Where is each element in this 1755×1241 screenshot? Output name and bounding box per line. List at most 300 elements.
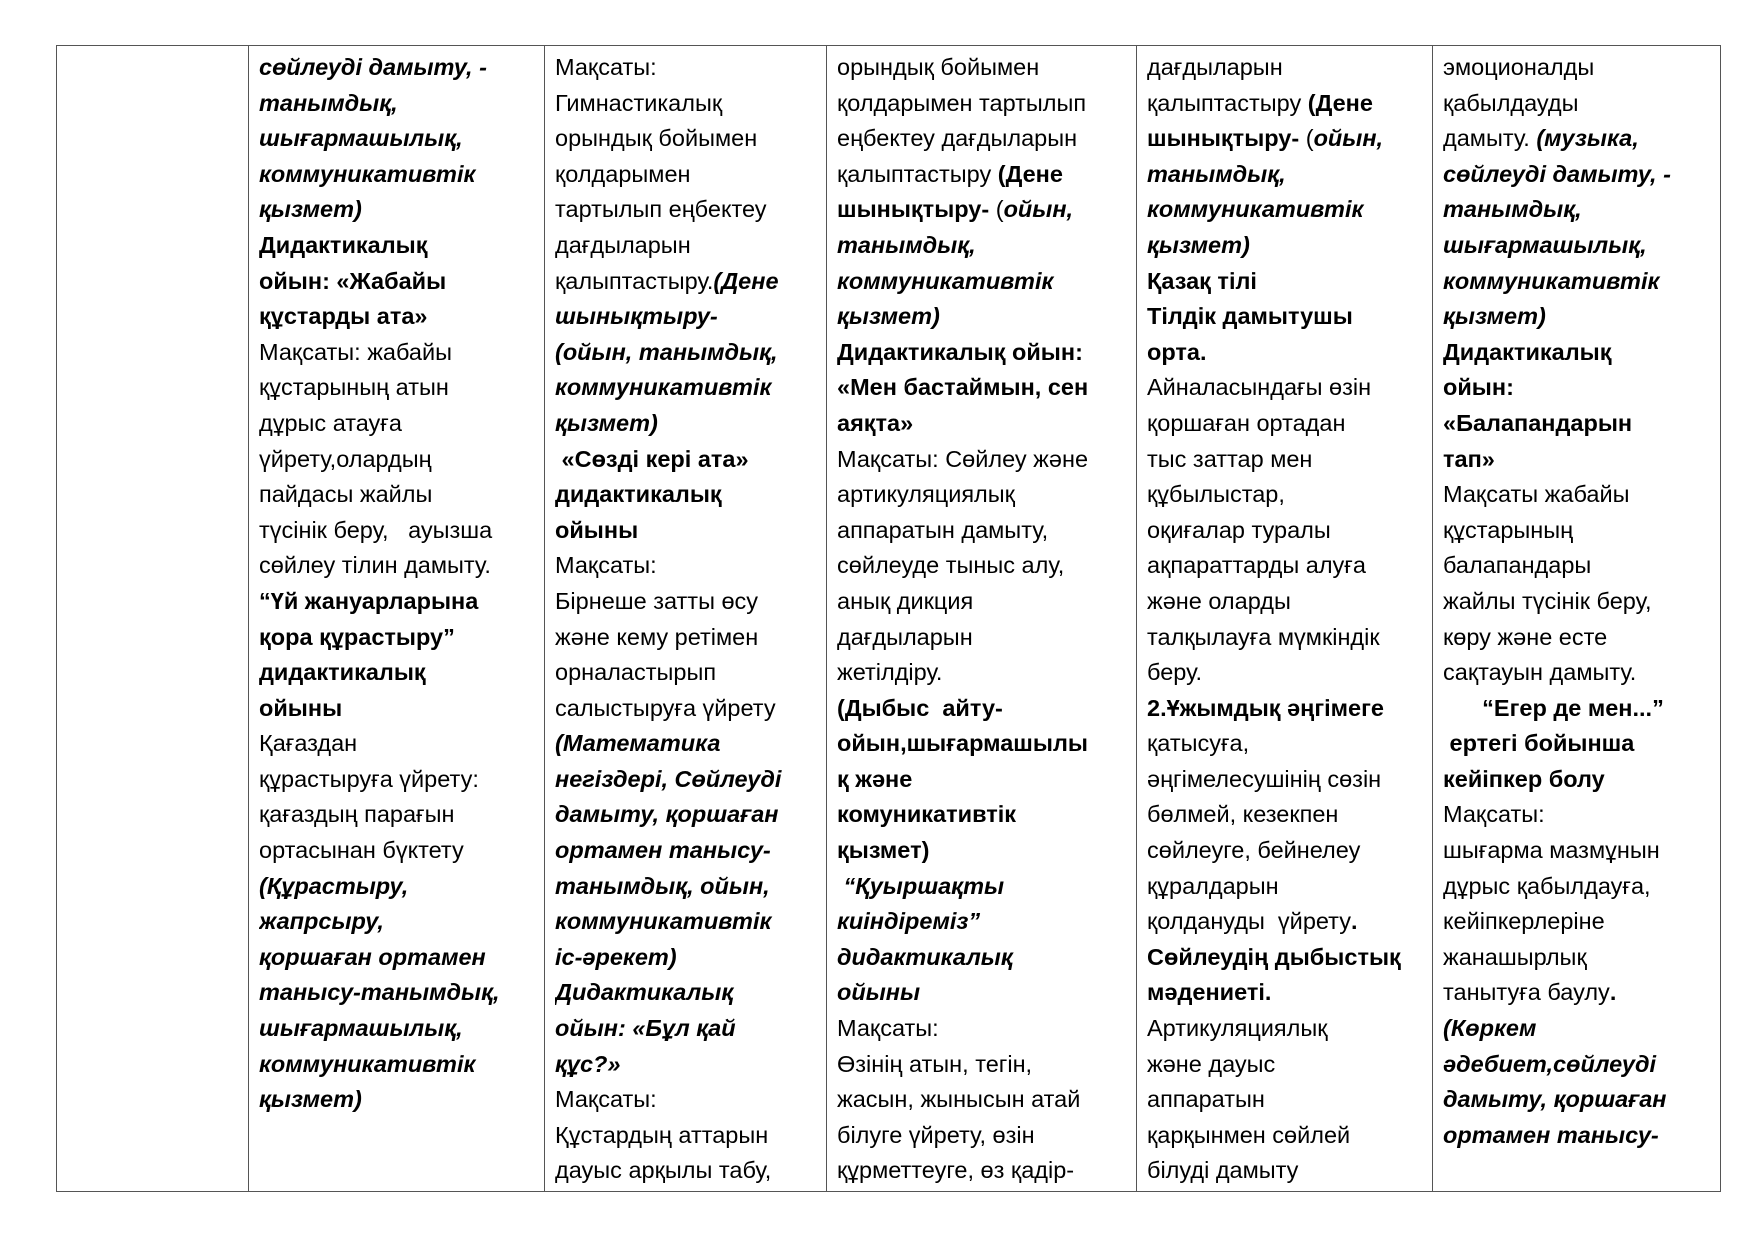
text-run: және кему ретімен xyxy=(555,623,759,650)
text-line xyxy=(1443,477,1712,513)
text-run: үйрету,олардың xyxy=(259,445,432,472)
text-run: Бірнеше затты өсу xyxy=(555,587,759,614)
text-line xyxy=(837,691,1128,727)
text-line xyxy=(259,86,536,122)
text-line xyxy=(1443,370,1712,406)
text-line xyxy=(259,726,536,762)
text-line xyxy=(837,1153,1128,1189)
text-run: Артикуляциялық xyxy=(1147,1015,1328,1042)
text-run: тап» xyxy=(1443,445,1495,472)
text-run: “Егер де мен...” xyxy=(1443,694,1664,721)
text-line xyxy=(259,691,536,727)
text-line xyxy=(555,726,818,762)
text-line xyxy=(555,1082,818,1118)
table-cell-column-1 xyxy=(249,46,545,1192)
text-run: құстарының xyxy=(1443,516,1574,543)
text-line xyxy=(259,869,536,905)
text-line xyxy=(837,406,1128,442)
text-line xyxy=(555,228,818,264)
text-run: құбылыстар, xyxy=(1147,481,1285,508)
text-line xyxy=(1147,442,1424,478)
text-run: дұрыс атауға xyxy=(259,409,402,436)
text-line xyxy=(837,1011,1128,1047)
text-line xyxy=(837,726,1128,762)
text-run: салыстыруға үйрету xyxy=(555,694,776,721)
text-line xyxy=(259,904,536,940)
text-run: Дидактикалық xyxy=(259,231,428,258)
text-run: шынықтыру- xyxy=(555,303,718,330)
text-run: ойын: «Бұл қай xyxy=(555,1015,736,1042)
text-run: дағдыларын xyxy=(555,231,691,258)
table-row xyxy=(57,46,1721,1192)
text-line xyxy=(837,477,1128,513)
text-line xyxy=(1147,513,1424,549)
text-line xyxy=(1147,370,1424,406)
text-run: Мақсаты: жабайы xyxy=(259,338,453,365)
text-run: орта. xyxy=(1147,338,1207,365)
text-line xyxy=(1147,691,1424,727)
text-run: қолдануды үйрету xyxy=(1147,908,1351,935)
table-cell-column-2 xyxy=(545,46,827,1192)
text-line xyxy=(1443,691,1712,727)
text-line xyxy=(1443,655,1712,691)
text-run: ойын,шығармашылы xyxy=(837,730,1088,757)
text-run: ойыны xyxy=(837,979,921,1006)
text-run: Мақсаты: xyxy=(555,1086,657,1113)
text-run: коммуникативтік xyxy=(1147,196,1364,223)
text-line xyxy=(555,335,818,371)
text-run: беру. xyxy=(1147,659,1202,686)
text-run: дағдыларын xyxy=(837,623,973,650)
text-line xyxy=(837,86,1128,122)
text-run: орындық бойымен xyxy=(837,54,1040,80)
text-line xyxy=(837,762,1128,798)
text-run: шығарма мазмұнын xyxy=(1443,837,1660,864)
text-run: Айналасындағы өзін xyxy=(1147,374,1372,401)
text-line xyxy=(555,797,818,833)
text-line xyxy=(555,406,818,442)
text-line xyxy=(555,370,818,406)
text-line xyxy=(1443,904,1712,940)
text-line xyxy=(1147,50,1424,86)
text-line xyxy=(1443,299,1712,335)
text-run: қағаздың парағын xyxy=(259,801,455,828)
text-run: «Сөзді кері ата» xyxy=(555,445,749,472)
text-run: киіндіреміз” xyxy=(837,908,981,935)
text-run: еңбектеу дағдыларын xyxy=(837,125,1078,152)
text-line xyxy=(1147,940,1424,976)
text-run: қалыптастыру xyxy=(837,160,998,187)
text-run: бөлмей, кезекпен xyxy=(1147,801,1339,828)
text-run: қызмет) xyxy=(837,837,930,864)
text-run: кейіпкер болу xyxy=(1443,765,1605,792)
text-line xyxy=(1147,869,1424,905)
text-run: жайлы түсінік беру, xyxy=(1443,587,1652,614)
text-line xyxy=(1443,1011,1712,1047)
text-run: танымдық, xyxy=(1443,196,1582,223)
text-line xyxy=(837,548,1128,584)
text-line xyxy=(837,797,1128,833)
text-line xyxy=(1443,86,1712,122)
text-line xyxy=(259,1082,536,1118)
text-line xyxy=(1443,940,1712,976)
text-line xyxy=(1443,620,1712,656)
text-run: Гимнастикалық xyxy=(555,89,723,116)
text-run: дауыс арқылы табу, xyxy=(555,1157,772,1184)
text-run: Қағаздан xyxy=(259,730,358,757)
text-line xyxy=(555,548,818,584)
text-line xyxy=(1147,264,1424,300)
text-line xyxy=(555,192,818,228)
text-run: шығармашылық, xyxy=(1443,231,1647,258)
table-cell-column-5 xyxy=(1433,46,1721,1192)
text-run: сөйлеуді дамыту, - xyxy=(259,54,487,80)
text-line xyxy=(837,584,1128,620)
text-line xyxy=(1147,157,1424,193)
text-run: коммуникативтік xyxy=(837,267,1054,294)
text-run: білуге үйрету, өзін xyxy=(837,1121,1035,1148)
text-run: құс?» xyxy=(555,1050,621,1077)
text-run: орындық бойымен xyxy=(555,125,758,152)
text-run: Мақсаты: xyxy=(1443,801,1545,828)
text-line xyxy=(1443,1118,1712,1154)
text-line xyxy=(555,1047,818,1083)
text-run: (музыка, xyxy=(1536,125,1639,152)
text-line xyxy=(837,869,1128,905)
text-run: . xyxy=(1350,908,1358,935)
text-run: “Қуыршақты xyxy=(837,872,1005,899)
text-run: ойын, xyxy=(1313,125,1384,152)
text-run: ойын, xyxy=(1003,196,1074,223)
text-run: талқылауға мүмкіндік xyxy=(1147,623,1380,650)
text-line xyxy=(555,1011,818,1047)
text-line xyxy=(1443,1047,1712,1083)
text-run: жетілдіру. xyxy=(837,659,943,686)
text-line xyxy=(1147,228,1424,264)
text-line xyxy=(259,264,536,300)
text-line xyxy=(1147,620,1424,656)
text-run: Дидактикалық xyxy=(555,979,734,1006)
text-run: шынықтыру- xyxy=(1147,125,1306,152)
text-run: қолдарымен тартылып xyxy=(837,89,1087,116)
text-line xyxy=(837,299,1128,335)
text-run: дағдыларын xyxy=(1147,54,1283,80)
text-run: «Мен бастаймын, сен xyxy=(837,374,1089,401)
text-run: құралдарын xyxy=(1147,872,1279,899)
text-line xyxy=(1147,192,1424,228)
text-run: комуникативтік xyxy=(837,801,1017,828)
text-line xyxy=(1443,1082,1712,1118)
text-run: дамыту, қоршаған xyxy=(1443,1086,1667,1113)
text-run: сөйлеуді дамыту, - xyxy=(1443,160,1671,187)
text-line xyxy=(837,264,1128,300)
text-run: қызмет) xyxy=(1147,231,1250,258)
text-run: кейіпкерлеріне xyxy=(1443,908,1605,935)
text-line xyxy=(259,975,536,1011)
text-run: «Балапандарын xyxy=(1443,409,1633,436)
text-run: ақпараттарды алуға xyxy=(1147,552,1366,579)
text-line xyxy=(555,584,818,620)
text-line xyxy=(1443,975,1712,1011)
text-line xyxy=(1147,1047,1424,1083)
text-run: коммуникативтік xyxy=(555,374,772,401)
text-line xyxy=(1443,228,1712,264)
text-line xyxy=(259,655,536,691)
text-run: қызмет) xyxy=(259,196,362,223)
text-run: орналастырып xyxy=(555,659,717,686)
text-run: көру және есте xyxy=(1443,623,1608,650)
text-line xyxy=(1443,192,1712,228)
text-line xyxy=(259,228,536,264)
text-run: танымдық, xyxy=(837,231,976,258)
text-line xyxy=(259,1047,536,1083)
text-run: (Дыбыс айту- xyxy=(837,694,1003,721)
text-run: (Дене xyxy=(713,267,779,294)
text-run: (Математика xyxy=(555,730,721,757)
text-line xyxy=(837,1047,1128,1083)
text-line xyxy=(837,121,1128,157)
text-line xyxy=(1443,797,1712,833)
text-run: Дидактикалық xyxy=(1443,338,1612,365)
text-line xyxy=(259,299,536,335)
text-line xyxy=(837,1118,1128,1154)
text-run: қарқынмен сөйлей xyxy=(1147,1121,1351,1148)
text-line xyxy=(259,442,536,478)
text-run: қалыптастыру xyxy=(1147,89,1308,116)
text-line xyxy=(259,833,536,869)
text-run: танысу-танымдық, xyxy=(259,979,500,1006)
text-line xyxy=(1147,655,1424,691)
text-line xyxy=(555,264,818,300)
text-run: ( xyxy=(1305,125,1314,152)
text-run: қоршаған ортамен xyxy=(259,943,486,970)
text-run: әңгімелесушінің сөзін xyxy=(1147,765,1382,792)
text-run: “Үй жануарларына xyxy=(259,587,479,614)
text-run: қызмет) xyxy=(259,1086,362,1113)
text-line xyxy=(1443,335,1712,371)
text-line xyxy=(1147,1082,1424,1118)
text-run: қатысуға, xyxy=(1147,730,1250,757)
text-run: қызмет) xyxy=(1443,303,1546,330)
text-line xyxy=(837,513,1128,549)
text-line xyxy=(259,584,536,620)
text-line xyxy=(259,548,536,584)
text-line xyxy=(837,655,1128,691)
text-run: қоршаған ортадан xyxy=(1147,409,1346,436)
text-line xyxy=(555,620,818,656)
text-line xyxy=(259,121,536,157)
text-line xyxy=(1443,869,1712,905)
text-run: Мақсаты: xyxy=(555,54,657,80)
text-run: қызмет) xyxy=(837,303,940,330)
text-run: ортасынан бүктету xyxy=(259,837,464,864)
text-run: шығармашылық, xyxy=(259,1015,463,1042)
text-line xyxy=(555,691,818,727)
text-run: қабылдауды xyxy=(1443,89,1579,116)
text-line xyxy=(1443,442,1712,478)
text-line xyxy=(259,477,536,513)
text-line xyxy=(259,370,536,406)
text-run: Құстардың аттарын xyxy=(555,1121,769,1148)
text-line xyxy=(837,904,1128,940)
text-line xyxy=(1443,762,1712,798)
text-line xyxy=(1443,406,1712,442)
text-line xyxy=(837,442,1128,478)
text-run: қалыптастыру. xyxy=(555,267,714,294)
text-run: түсінік беру, ауызша xyxy=(259,516,493,543)
text-run: Мақсаты: Сөйлеу және xyxy=(837,445,1089,472)
text-line xyxy=(259,1011,536,1047)
text-run: дидактикалық xyxy=(555,481,722,508)
text-run: ортамен танысу- xyxy=(555,837,771,864)
text-run: Мақсаты: xyxy=(837,1015,939,1042)
text-line xyxy=(837,940,1128,976)
text-run: аппаратын xyxy=(1147,1086,1265,1113)
text-run: ойыны xyxy=(555,516,639,543)
text-line xyxy=(1147,975,1424,1011)
text-line xyxy=(555,86,818,122)
text-run: (Құрастыру, xyxy=(259,872,409,899)
text-line xyxy=(1147,1118,1424,1154)
text-line xyxy=(1147,335,1424,371)
text-run: танымдық, ойын, xyxy=(555,872,770,899)
text-run: сөйлеуде тыныс алу, xyxy=(837,552,1065,579)
text-line xyxy=(555,50,818,86)
text-line xyxy=(1443,157,1712,193)
text-run: танымдық, xyxy=(259,89,398,116)
text-line xyxy=(555,299,818,335)
activity-plan-table xyxy=(56,45,1721,1192)
text-line xyxy=(837,620,1128,656)
text-line xyxy=(555,762,818,798)
text-line xyxy=(1443,726,1712,762)
text-line xyxy=(555,869,818,905)
text-line xyxy=(259,513,536,549)
text-run: балапандары xyxy=(1443,552,1592,579)
text-run: қызмет) xyxy=(555,409,658,436)
text-run: ( xyxy=(995,196,1004,223)
text-run: 2.Ұжымдық әңгімеге xyxy=(1147,694,1384,721)
text-run: сөйлеу тілин дамыту. xyxy=(259,552,491,579)
text-run: шынықтыру- xyxy=(837,196,996,223)
text-run: құрастыруға үйрету: xyxy=(259,765,479,792)
text-line xyxy=(1443,264,1712,300)
text-line xyxy=(837,1082,1128,1118)
text-run: пайдасы жайлы xyxy=(259,481,433,508)
text-run: қ және xyxy=(837,765,913,792)
text-run: және оларды xyxy=(1147,587,1291,614)
text-run: Мақсаты жабайы xyxy=(1443,481,1630,508)
text-run: мәдениеті. xyxy=(1147,979,1272,1006)
text-run: Өзінің атын, тегін, xyxy=(837,1050,1033,1077)
text-line xyxy=(259,620,536,656)
text-run: дамыту. xyxy=(1443,125,1537,152)
text-line xyxy=(1443,833,1712,869)
text-line xyxy=(555,121,818,157)
text-line xyxy=(1147,833,1424,869)
text-run: тыс заттар мен xyxy=(1147,445,1313,472)
text-line xyxy=(837,50,1128,86)
text-run: ертегі бойынша xyxy=(1443,730,1635,757)
text-line xyxy=(1147,477,1424,513)
table-cell-column-3 xyxy=(827,46,1137,1192)
text-line xyxy=(259,335,536,371)
text-run: Сөйлеудің дыбыстық xyxy=(1147,943,1401,970)
text-run: (ойын, танымдық, xyxy=(555,338,778,365)
text-run: жапрсыру, xyxy=(259,908,384,935)
text-line xyxy=(555,940,818,976)
text-run: құстарды ата» xyxy=(259,303,428,330)
text-line xyxy=(1147,406,1424,442)
text-run: дидактикалық xyxy=(259,659,426,686)
text-run: анық дикция xyxy=(837,587,974,614)
text-line xyxy=(259,157,536,193)
text-line xyxy=(1147,904,1424,940)
text-line xyxy=(837,975,1128,1011)
text-line xyxy=(1443,513,1712,549)
text-run: негіздері, Сөйлеуді xyxy=(555,765,782,792)
text-run: әдебиет,сөйлеуді xyxy=(1443,1050,1657,1077)
text-line xyxy=(555,1153,818,1189)
text-run: ойын: «Жабайы xyxy=(259,267,447,294)
text-line xyxy=(1147,1011,1424,1047)
text-line xyxy=(259,406,536,442)
text-run: (Көркем xyxy=(1443,1015,1537,1042)
text-run: Дидактикалық ойын: xyxy=(837,338,1083,365)
text-run: дұрыс қабылдауға, xyxy=(1443,872,1651,899)
text-run: танымдық, xyxy=(1147,160,1286,187)
text-line xyxy=(837,192,1128,228)
text-run: және дауыс xyxy=(1147,1050,1276,1077)
text-run: коммуникативтік xyxy=(555,908,772,935)
text-line xyxy=(1443,50,1712,86)
text-run: қолдарымен xyxy=(555,160,691,187)
text-line xyxy=(1443,584,1712,620)
text-line xyxy=(259,762,536,798)
text-run: іс-әрекет) xyxy=(555,943,677,970)
text-run: Мақсаты: xyxy=(555,552,657,579)
text-run: аппаратын дамыту, xyxy=(837,516,1049,543)
text-run: сөйлеуге, бейнелеу xyxy=(1147,837,1361,864)
text-run: құстарының атын xyxy=(259,374,449,401)
text-run: жанашырлық xyxy=(1443,943,1587,970)
text-line xyxy=(555,904,818,940)
text-run: коммуникативтік xyxy=(259,160,476,187)
text-run: құрметтеуге, өз қадір- xyxy=(837,1157,1075,1184)
text-run: жасын, жынысын атай xyxy=(837,1086,1081,1113)
text-run: Тілдік дамытушы xyxy=(1147,303,1353,330)
text-run: оқиғалар туралы xyxy=(1147,516,1331,543)
table-cell-column-4 xyxy=(1137,46,1433,1192)
text-run: (Дене xyxy=(1307,89,1373,116)
text-line xyxy=(837,370,1128,406)
text-line xyxy=(555,442,818,478)
text-run: аяқта» xyxy=(837,409,914,436)
text-run: тартылып еңбектеу xyxy=(555,196,767,223)
text-line xyxy=(555,975,818,1011)
text-run: қора құрастыру” xyxy=(259,623,455,650)
text-line xyxy=(555,655,818,691)
text-line xyxy=(837,833,1128,869)
text-run: артикуляциялық xyxy=(837,481,1015,508)
text-run: ойыны xyxy=(259,694,343,721)
text-run: ортамен танысу- xyxy=(1443,1121,1659,1148)
text-run: коммуникативтік xyxy=(259,1050,476,1077)
text-line xyxy=(555,513,818,549)
text-line xyxy=(1147,1153,1424,1189)
text-line xyxy=(1443,548,1712,584)
text-run: . xyxy=(1609,979,1617,1006)
